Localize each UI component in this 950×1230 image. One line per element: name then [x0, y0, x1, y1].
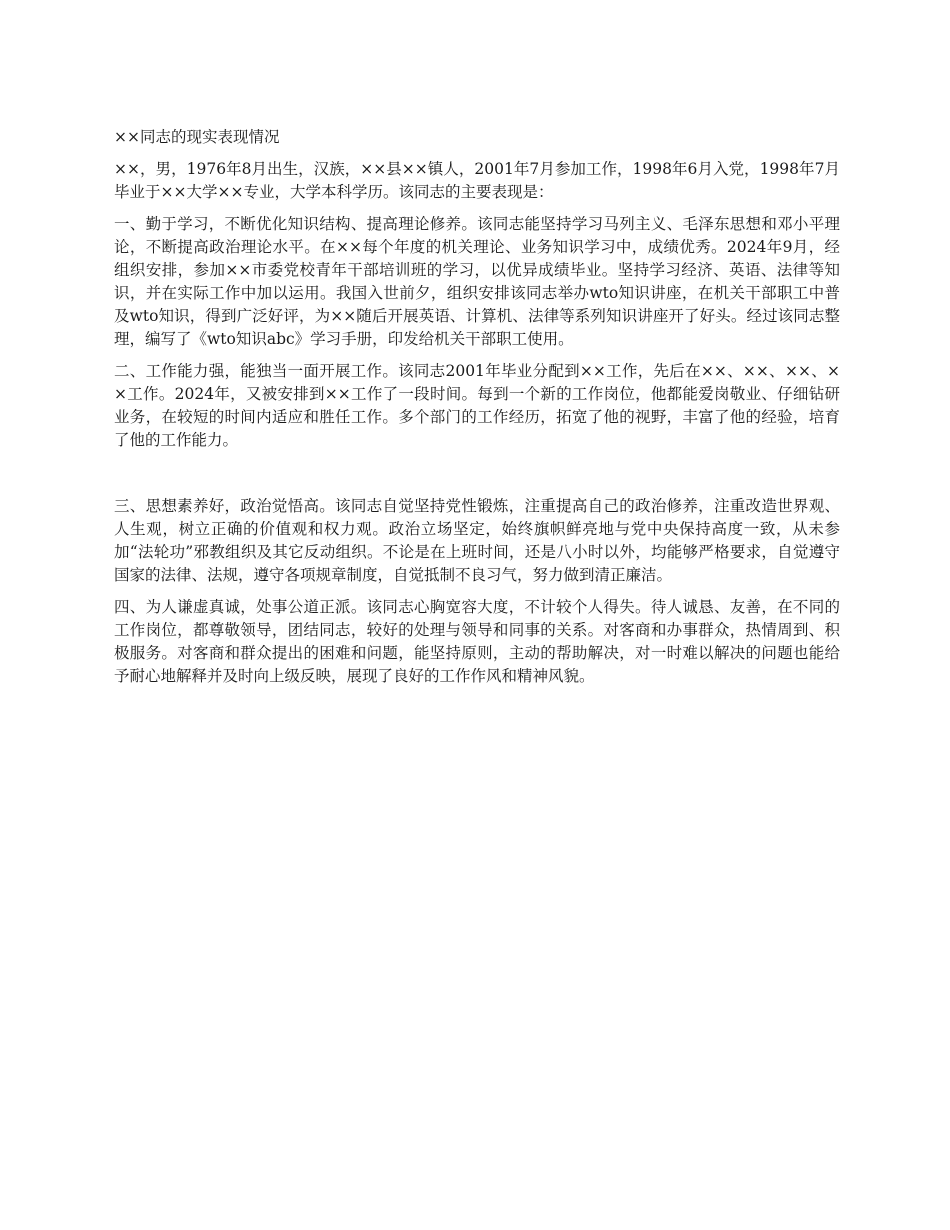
section-paragraph-1: 一、勤于学习，不断优化知识结构、提高理论修养。该同志能坚持学习马列主义、毛泽东思想和邓小平理论，不断提高政治理论水平。在××每个年度的机关理论、业务知识学习中，成绩优秀。2024年9月，经组织安排，参加××市委党校青年干部培训班的学习，以优异成绩毕业。坚持学习经济、英语、法律等知识，并在实际工作中加以运用。我国入世前夕，组织安排该同志举办wto知识讲座，在机关干部职工中普及wto知识，得到广泛好评，为××随后开展英语、计算机、法律等系列知识讲座开了好头。经过该同志整理，编写了《wto知识abc》学习手册，印发给机关干部职工使用。	[114, 215, 840, 348]
section-paragraph-3: 三、思想素养好，政治觉悟高。该同志自觉坚持党性锻炼，注重提高自己的政治修养，注重改造世界观、人生观，树立正确的价值观和权力观。政治立场坚定，始终旗帜鲜亮地与党中央保持高度一致，从未参加“法轮功”邪教组织及其它反动组织。不论是在上班时间，还是八小时以外，均能够严格要求，自觉遵守国家的法律、法规，遵守各项规章制度，自觉抵制不良习气，努力做到清正廉洁。	[114, 497, 840, 584]
intro-paragraph: ××，男，1976年8月出生，汉族，××县××镇人，2001年7月参加工作，1998年6月入党，1998年7月毕业于××大学××专业，大学本科学历。该同志的主要表现是：	[114, 160, 840, 201]
section-paragraph-2: 二、工作能力强，能独当一面开展工作。该同志2001年毕业分配到××工作，先后在××、××、××、××工作。2024年，又被安排到××工作了一段时间。每到一个新的工作岗位，他都能爱岗敬业、仔细钻研业务，在较短的时间内适应和胜任工作。多个部门的工作经历，拓宽了他的视野，丰富了他的经验，培育了他的工作能力。	[114, 362, 840, 449]
document-body	[114, 126, 840, 697]
document-title: ××同志的现实表现情况	[114, 128, 280, 146]
section-paragraph-4: 四、为人谦虚真诚，处事公道正派。该同志心胸宽容大度，不计较个人得失。待人诚恳、友善，在不同的工作岗位，都尊敬领导，团结同志，较好的处理与领导和同事的关系。对客商和办事群众，热情周到、积极服务。对客商和群众提出的困难和问题，能坚持原则，主动的帮助解决，对一时难以解决的问题也能给予耐心地解释并及时向上级反映，展现了良好的工作作风和精神风貌。	[114, 598, 840, 685]
paragraph-spacer	[114, 461, 840, 495]
